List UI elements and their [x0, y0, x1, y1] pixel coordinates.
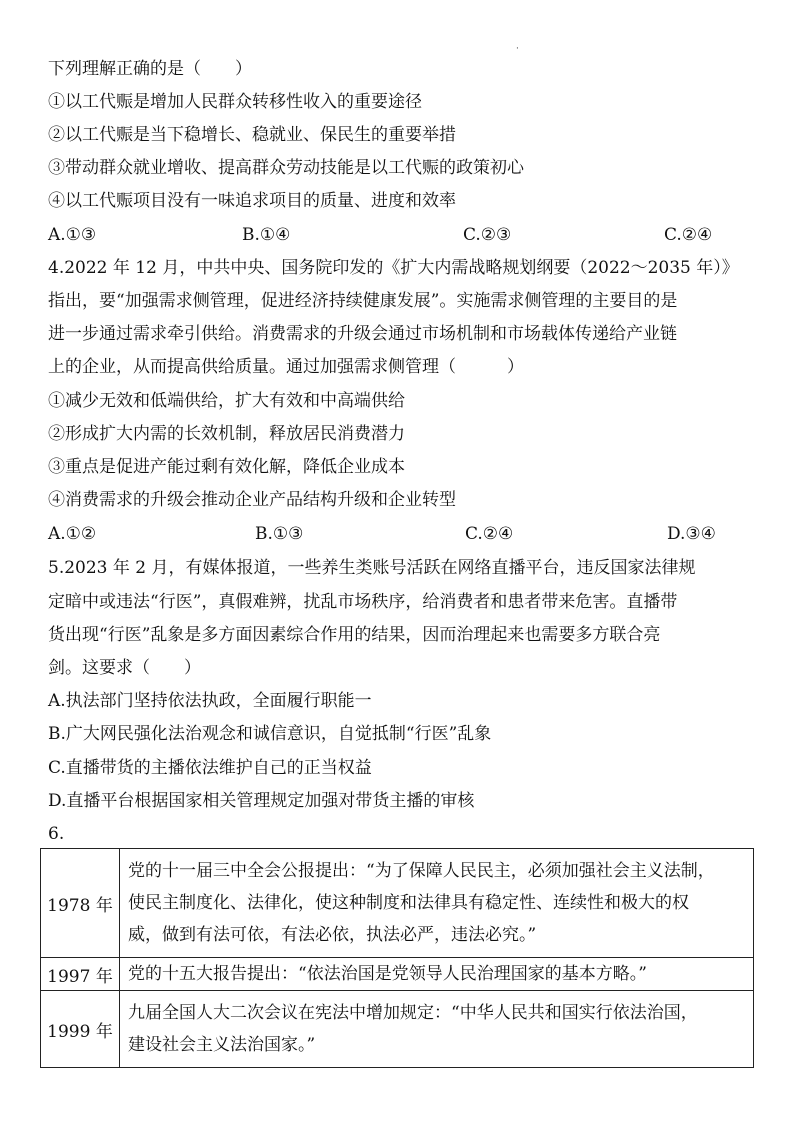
q5-option-d: D.直播平台根据国家相关管理规定加强对带货主播的审核	[48, 791, 475, 811]
q5-option-c: C.直播带货的主播依法维护自己的正当权益	[48, 758, 372, 778]
table-text-line: 威，做到有法可依，有法必依，执法必严，违法必究。”	[128, 925, 537, 945]
q4-option-d: D.③④	[667, 524, 716, 544]
table-text-line: 九届全国人大二次会议在宪法中增加规定：“中华人民共和国实行依法治国，	[128, 1003, 698, 1023]
table-row	[41, 991, 754, 1068]
table-text-cell	[120, 958, 754, 991]
q4-stem-line-3: 进一步通过需求牵引供给。消费需求的升级会通过市场机制和市场载体传递给产业链	[48, 324, 677, 344]
q6-number: 6.	[48, 824, 65, 844]
q3-stem-tail: 下列理解正确的是（ ）	[48, 59, 252, 79]
q5-stem-line-3: 货出现“行医”乱象是多方面因素综合作用的结果，因而治理起来也需要多方联合亮	[48, 625, 661, 645]
q5-option-a: A.执法部门坚持依法执政，全面履行职能一	[48, 691, 372, 711]
q5-stem-line-1: 5.2023 年 2 月，有媒体报道，一些养生类账号活跃在网络直播平台，违反国家法律规	[48, 558, 696, 578]
q4-option-c: C.②④	[465, 524, 514, 544]
table-text-line: 党的十一届三中全会公报提出：“为了保障人民民主，必须加强社会主义法制，	[128, 861, 715, 881]
q3-option-c: C.②③	[463, 225, 512, 245]
q5-stem-line-2: 定暗中或违法“行医”，真假难辨，扰乱市场秩序，给消费者和患者带来危害。直播带	[48, 592, 678, 612]
table-row	[41, 849, 754, 958]
table-text-cell	[120, 849, 754, 958]
table-year-cell: 1997 年	[41, 958, 120, 991]
q3-option-b: B.①④	[242, 225, 291, 245]
q3-item-1: ①以工代赈是增加人民群众转移性收入的重要途径	[48, 92, 422, 112]
table-text-line: 建设社会主义法治国家。”	[128, 1035, 316, 1055]
table-year-cell: 1999 年	[41, 991, 120, 1068]
q4-stem-line-2: 指出，要“加强需求侧管理，促进经济持续健康发展”。实施需求侧管理的主要目的是	[48, 291, 678, 311]
table-text-line: 党的十五大报告提出：“依法治国是党领导人民治理国家的基本方略。”	[128, 964, 647, 984]
q3-item-3: ③带动群众就业增收、提高群众劳动技能是以工代赈的政策初心	[48, 158, 524, 178]
q4-item-3: ③重点是促进产能过剩有效化解，降低企业成本	[48, 457, 405, 477]
table-year-cell: 1978 年	[41, 849, 120, 958]
q4-item-2: ②形成扩大内需的长效机制，释放居民消费潜力	[48, 424, 405, 444]
q4-option-a: A.①②	[48, 524, 97, 544]
q3-item-2: ②以工代赈是当下稳增长、稳就业、保民生的重要举措	[48, 125, 456, 145]
table-text-line: 使民主制度化、法律化，使这种制度和法律具有稳定性、连续性和极大的权	[128, 893, 689, 913]
table-text-cell	[120, 991, 754, 1068]
q4-stem-line-1: 4.2022 年 12 月，中共中央、国务院印发的《扩大内需战略规划纲要（2022～2035 年）》	[48, 258, 739, 278]
q4-stem-line-4: 上的企业，从而提高供给质量。通过加强需求侧管理（ ）	[48, 357, 524, 377]
q5-option-b: B.广大网民强化法治观念和诚信意识，自觉抵制“行医”乱象	[48, 724, 492, 744]
q3-option-d: C.②④	[664, 225, 713, 245]
q4-option-b: B.①③	[255, 524, 304, 544]
scan-dot: ·	[516, 44, 519, 54]
q6-history-table	[40, 848, 754, 1068]
table-row	[41, 958, 754, 991]
q4-item-1: ①减少无效和低端供给，扩大有效和中高端供给	[48, 391, 405, 411]
q4-item-4: ④消费需求的升级会推动企业产品结构升级和企业转型	[48, 490, 456, 510]
q5-stem-line-4: 剑。这要求（ ）	[48, 658, 201, 678]
q3-item-4: ④以工代赈项目没有一味追求项目的质量、进度和效率	[48, 191, 456, 211]
q3-option-a: A.①③	[48, 225, 97, 245]
